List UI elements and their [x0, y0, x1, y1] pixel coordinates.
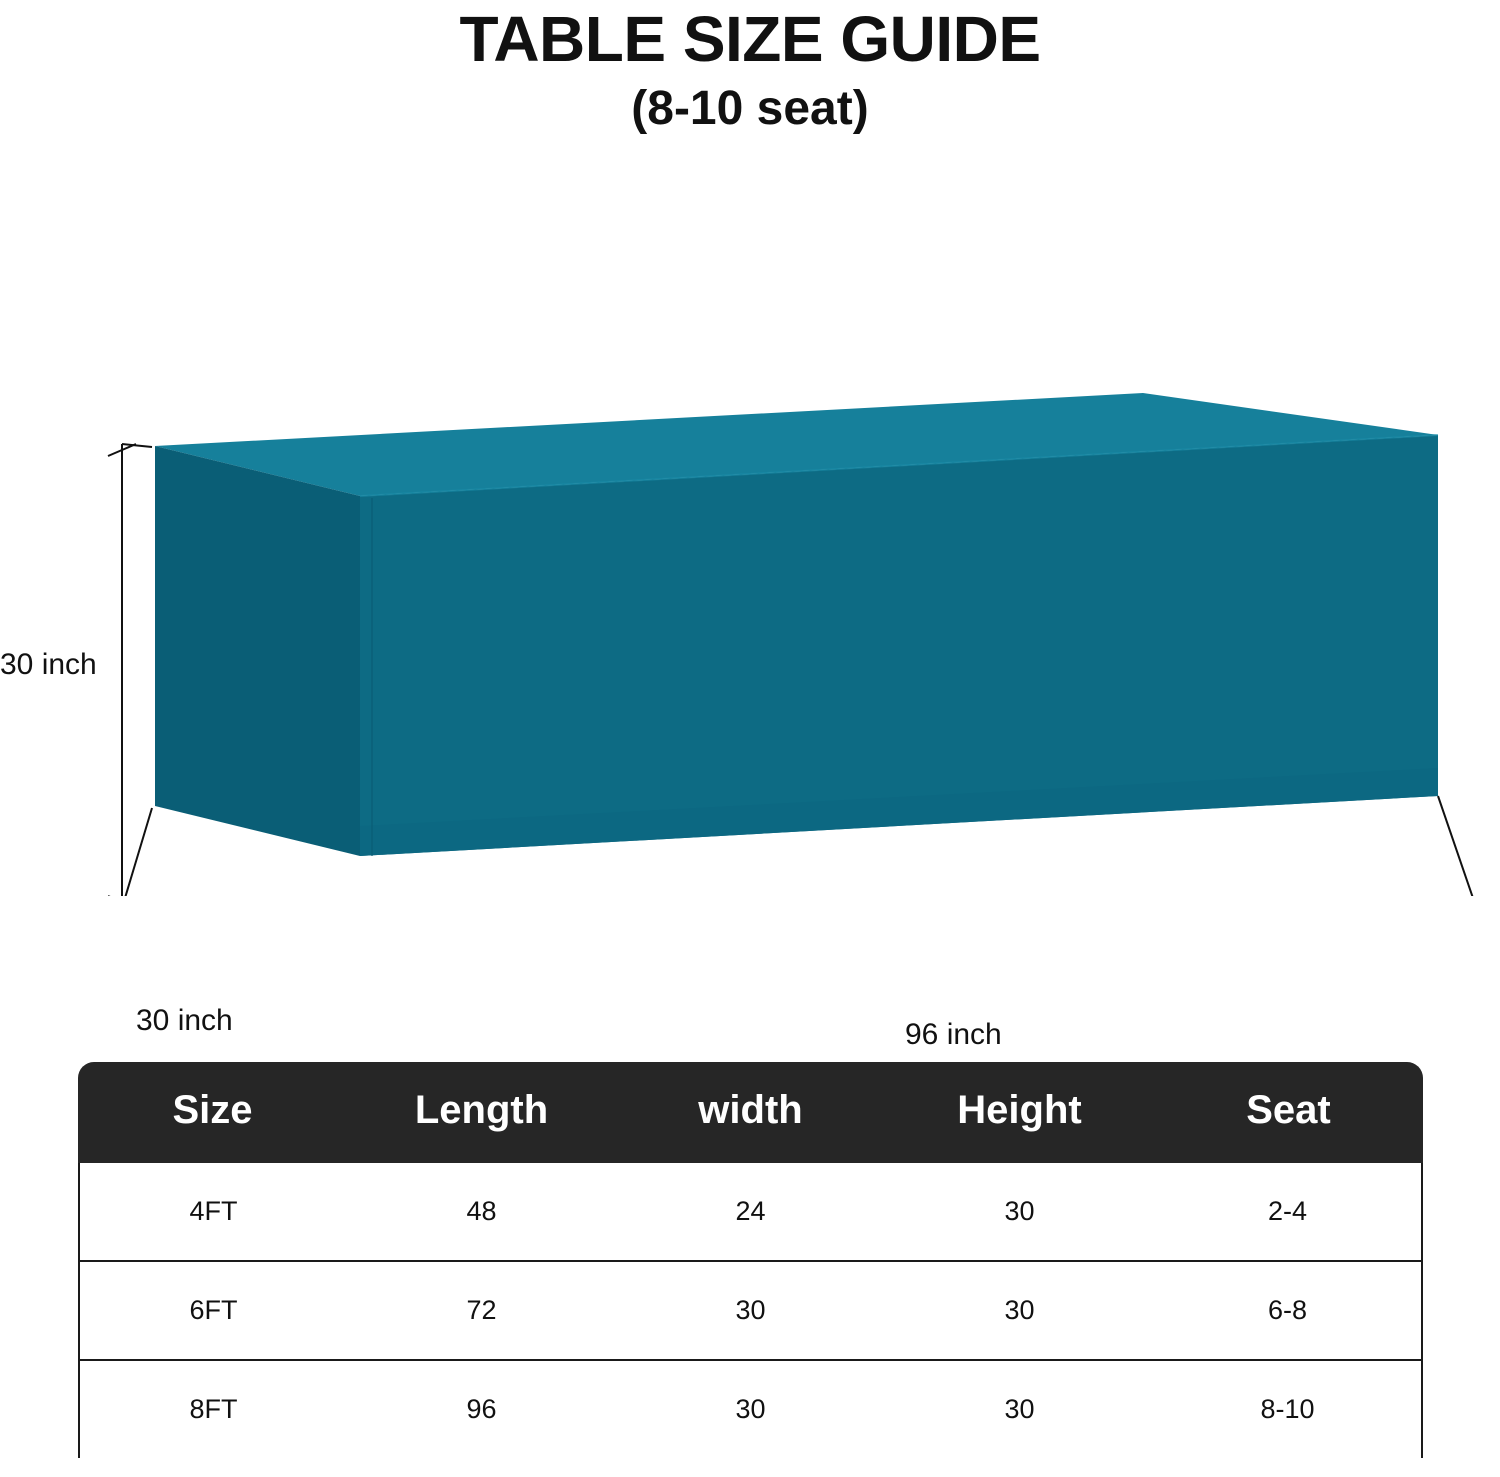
cell-size: 4FT [78, 1163, 347, 1262]
cell-width: 30 [616, 1262, 885, 1361]
page-title: TABLE SIZE GUIDE [459, 3, 1041, 75]
size-table-header [78, 1062, 1423, 1163]
page-subtitle: (8-10 seat) [631, 82, 869, 136]
column-header-height: Height [885, 1062, 1154, 1163]
cell-length: 96 [347, 1361, 616, 1458]
cell-width: 24 [616, 1163, 885, 1262]
cell-seat: 8-10 [1154, 1361, 1423, 1458]
cell-height: 30 [885, 1262, 1154, 1361]
cell-length: 72 [347, 1262, 616, 1361]
table-row [78, 1262, 1423, 1361]
size-table-container [78, 1062, 1423, 1458]
height-dimension-label: 30 inch [0, 648, 97, 682]
size-table [78, 1062, 1423, 1458]
column-header-size: Size [78, 1062, 347, 1163]
cell-seat: 6-8 [1154, 1262, 1423, 1361]
cell-size: 6FT [78, 1262, 347, 1361]
cell-width: 30 [616, 1361, 885, 1458]
cell-size: 8FT [78, 1361, 347, 1458]
cell-seat: 2-4 [1154, 1163, 1423, 1262]
cover-left-face [155, 446, 360, 856]
table-cover-3d-illustration [0, 156, 1500, 896]
column-header-seat: Seat [1154, 1062, 1423, 1163]
table-cover-diagram [0, 156, 1500, 1052]
table-row [78, 1361, 1423, 1458]
height-dimension-line [108, 444, 152, 896]
size-table-body [78, 1163, 1423, 1458]
cell-height: 30 [885, 1361, 1154, 1458]
table-row [78, 1163, 1423, 1262]
cell-length: 48 [347, 1163, 616, 1262]
cell-height: 30 [885, 1163, 1154, 1262]
depth-dimension-label: 30 inch [136, 1004, 233, 1038]
length-dimension-label: 96 inch [905, 1018, 1002, 1052]
page-header [0, 0, 1500, 136]
column-header-width: width [616, 1062, 885, 1163]
column-header-length: Length [347, 1062, 616, 1163]
table-header-row [78, 1062, 1423, 1163]
